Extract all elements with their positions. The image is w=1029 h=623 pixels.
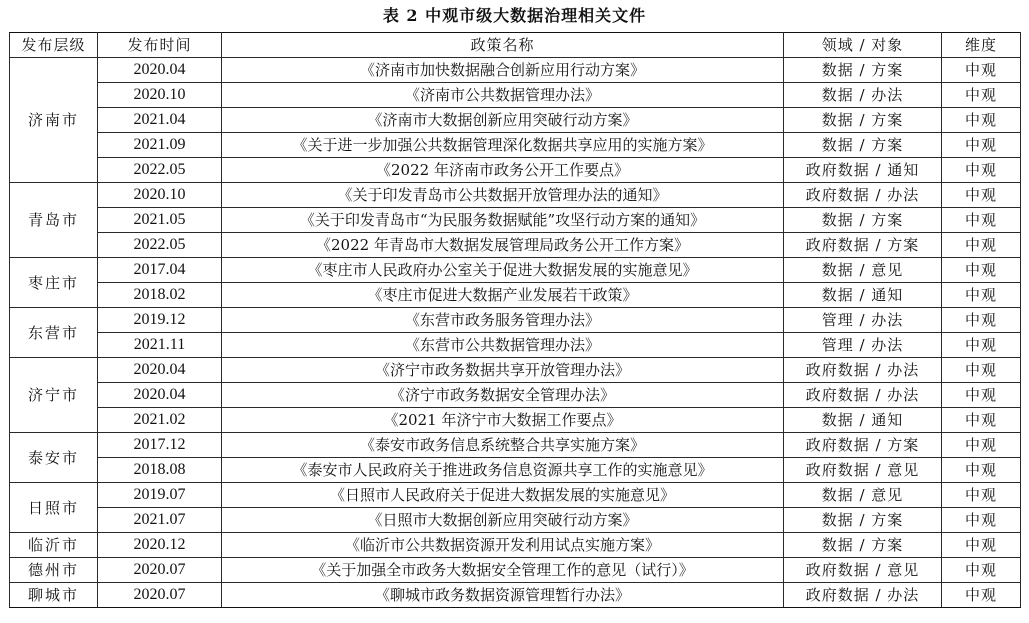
domain-cell: 政府数据 / 方案 [784, 433, 942, 458]
policy-name-cell: 《日照市大数据创新应用突破行动方案》 [222, 508, 784, 533]
dimension-cell: 中观 [942, 558, 1021, 583]
dimension-cell: 中观 [942, 158, 1021, 183]
header-level: 发布层级 [10, 33, 98, 58]
date-cell: 2021.05 [98, 208, 222, 233]
dimension-cell: 中观 [942, 258, 1021, 283]
city-cell: 泰安市 [10, 433, 98, 483]
dimension-cell: 中观 [942, 183, 1021, 208]
city-cell: 德州市 [10, 558, 98, 583]
dimension-cell: 中观 [942, 433, 1021, 458]
header-row [10, 33, 1021, 58]
table-row [10, 308, 1021, 333]
table-row [10, 108, 1021, 133]
dimension-cell: 中观 [942, 108, 1021, 133]
date-cell: 2020.07 [98, 558, 222, 583]
policy-name-cell: 《关于进一步加强公共数据管理深化数据共享应用的实施方案》 [222, 133, 784, 158]
domain-cell: 数据 / 方案 [784, 108, 942, 133]
dimension-cell: 中观 [942, 83, 1021, 108]
date-cell: 2021.04 [98, 108, 222, 133]
domain-cell: 政府数据 / 方案 [784, 233, 942, 258]
domain-cell: 数据 / 意见 [784, 258, 942, 283]
table-row [10, 458, 1021, 483]
table-row [10, 83, 1021, 108]
domain-cell: 数据 / 方案 [784, 133, 942, 158]
policy-name-cell: 《东营市政务服务管理办法》 [222, 308, 784, 333]
date-cell: 2020.04 [98, 58, 222, 83]
policy-name-cell: 《济南市加快数据融合创新应用行动方案》 [222, 58, 784, 83]
dimension-cell: 中观 [942, 383, 1021, 408]
dimension-cell: 中观 [942, 533, 1021, 558]
date-cell: 2021.07 [98, 508, 222, 533]
date-cell: 2021.11 [98, 333, 222, 358]
domain-cell: 数据 / 方案 [784, 508, 942, 533]
domain-cell: 政府数据 / 意见 [784, 458, 942, 483]
dimension-cell: 中观 [942, 283, 1021, 308]
date-cell: 2020.12 [98, 533, 222, 558]
date-cell: 2020.10 [98, 183, 222, 208]
dimension-cell: 中观 [942, 308, 1021, 333]
domain-cell: 政府数据 / 办法 [784, 383, 942, 408]
table-row [10, 358, 1021, 383]
date-cell: 2018.08 [98, 458, 222, 483]
dimension-cell: 中观 [942, 233, 1021, 258]
policy-name-cell: 《泰安市政务信息系统整合共享实施方案》 [222, 433, 784, 458]
table-row [10, 208, 1021, 233]
dimension-cell: 中观 [942, 508, 1021, 533]
policy-name-cell: 《济南市大数据创新应用突破行动方案》 [222, 108, 784, 133]
policy-name-cell: 《关于印发青岛市“为民服务数据赋能”攻坚行动方案的通知》 [222, 208, 784, 233]
dimension-cell: 中观 [942, 358, 1021, 383]
domain-cell: 数据 / 方案 [784, 533, 942, 558]
city-cell: 济南市 [10, 58, 98, 183]
table-caption: 表 2 中观市级大数据治理相关文件 [382, 6, 647, 25]
domain-cell: 政府数据 / 办法 [784, 358, 942, 383]
policy-name-cell: 《济南市公共数据管理办法》 [222, 83, 784, 108]
dimension-cell: 中观 [942, 458, 1021, 483]
date-cell: 2022.05 [98, 233, 222, 258]
table-row [10, 533, 1021, 558]
table-row [10, 408, 1021, 433]
policy-name-cell: 《济宁市政务数据安全管理办法》 [222, 383, 784, 408]
city-cell: 枣庄市 [10, 258, 98, 308]
domain-cell: 数据 / 意见 [784, 483, 942, 508]
table-row [10, 258, 1021, 283]
policy-table [9, 32, 1021, 608]
city-cell: 济宁市 [10, 358, 98, 433]
dimension-cell: 中观 [942, 583, 1021, 608]
table-row [10, 133, 1021, 158]
policy-name-cell: 《枣庄市人民政府办公室关于促进大数据发展的实施意见》 [222, 258, 784, 283]
city-cell: 聊城市 [10, 583, 98, 608]
policy-name-cell: 《2022 年济南市政务公开工作要点》 [222, 158, 784, 183]
domain-cell: 数据 / 办法 [784, 83, 942, 108]
table-row [10, 183, 1021, 208]
dimension-cell: 中观 [942, 333, 1021, 358]
date-cell: 2017.04 [98, 258, 222, 283]
dimension-cell: 中观 [942, 133, 1021, 158]
dimension-cell: 中观 [942, 483, 1021, 508]
date-cell: 2019.12 [98, 308, 222, 333]
city-cell: 临沂市 [10, 533, 98, 558]
dimension-cell: 中观 [942, 58, 1021, 83]
domain-cell: 政府数据 / 办法 [784, 183, 942, 208]
domain-cell: 数据 / 方案 [784, 208, 942, 233]
policy-name-cell: 《关于印发青岛市公共数据开放管理办法的通知》 [222, 183, 784, 208]
header-date: 发布时间 [98, 33, 222, 58]
policy-name-cell: 《2022 年青岛市大数据发展管理局政务公开工作方案》 [222, 233, 784, 258]
dimension-cell: 中观 [942, 208, 1021, 233]
table-row [10, 233, 1021, 258]
table-row [10, 483, 1021, 508]
domain-cell: 管理 / 办法 [784, 308, 942, 333]
table-row [10, 383, 1021, 408]
city-cell: 青岛市 [10, 183, 98, 258]
table-row [10, 158, 1021, 183]
date-cell: 2020.07 [98, 583, 222, 608]
policy-name-cell: 《临沂市公共数据资源开发利用试点实施方案》 [222, 533, 784, 558]
policy-name-cell: 《济宁市政务数据共享开放管理办法》 [222, 358, 784, 383]
domain-cell: 数据 / 通知 [784, 408, 942, 433]
domain-cell: 政府数据 / 办法 [784, 583, 942, 608]
domain-cell: 政府数据 / 意见 [784, 558, 942, 583]
table-row [10, 508, 1021, 533]
date-cell: 2020.10 [98, 83, 222, 108]
header-name: 政策名称 [222, 33, 784, 58]
table-row [10, 433, 1021, 458]
date-cell: 2018.02 [98, 283, 222, 308]
date-cell: 2019.07 [98, 483, 222, 508]
city-cell: 东营市 [10, 308, 98, 358]
table-row [10, 583, 1021, 608]
date-cell: 2022.05 [98, 158, 222, 183]
table-row [10, 558, 1021, 583]
policy-name-cell: 《东营市公共数据管理办法》 [222, 333, 784, 358]
table-row [10, 333, 1021, 358]
city-cell: 日照市 [10, 483, 98, 533]
date-cell: 2020.04 [98, 358, 222, 383]
header-dimension: 维度 [942, 33, 1021, 58]
policy-name-cell: 《关于加强全市政务大数据安全管理工作的意见（试行）》 [222, 558, 784, 583]
table-row [10, 283, 1021, 308]
domain-cell: 政府数据 / 通知 [784, 158, 942, 183]
policy-name-cell: 《泰安市人民政府关于推进政务信息资源共享工作的实施意见》 [222, 458, 784, 483]
date-cell: 2017.12 [98, 433, 222, 458]
date-cell: 2021.02 [98, 408, 222, 433]
date-cell: 2020.04 [98, 383, 222, 408]
policy-name-cell: 《聊城市政务数据资源管理暂行办法》 [222, 583, 784, 608]
table-row [10, 58, 1021, 83]
domain-cell: 管理 / 办法 [784, 333, 942, 358]
domain-cell: 数据 / 通知 [784, 283, 942, 308]
table-body [10, 58, 1021, 608]
policy-name-cell: 《2021 年济宁市大数据工作要点》 [222, 408, 784, 433]
dimension-cell: 中观 [942, 408, 1021, 433]
policy-name-cell: 《日照市人民政府关于促进大数据发展的实施意见》 [222, 483, 784, 508]
header-domain: 领域 / 对象 [784, 33, 942, 58]
policy-name-cell: 《枣庄市促进大数据产业发展若干政策》 [222, 283, 784, 308]
date-cell: 2021.09 [98, 133, 222, 158]
domain-cell: 数据 / 方案 [784, 58, 942, 83]
